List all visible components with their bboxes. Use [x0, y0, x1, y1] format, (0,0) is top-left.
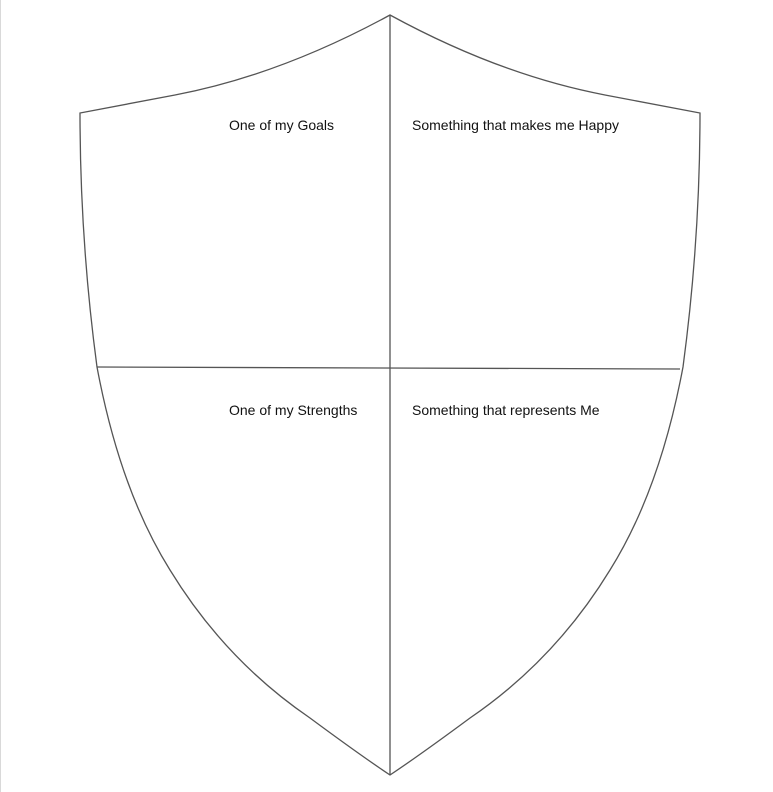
horizontal-divider [97, 367, 680, 369]
quadrant-label-goals: One of my Goals [229, 117, 335, 133]
quadrant-label-me: Something that represents Me [412, 402, 600, 418]
quadrant-label-happy: Something that makes me Happy [412, 117, 619, 133]
quadrant-label-strengths: One of my Strengths [229, 402, 358, 418]
